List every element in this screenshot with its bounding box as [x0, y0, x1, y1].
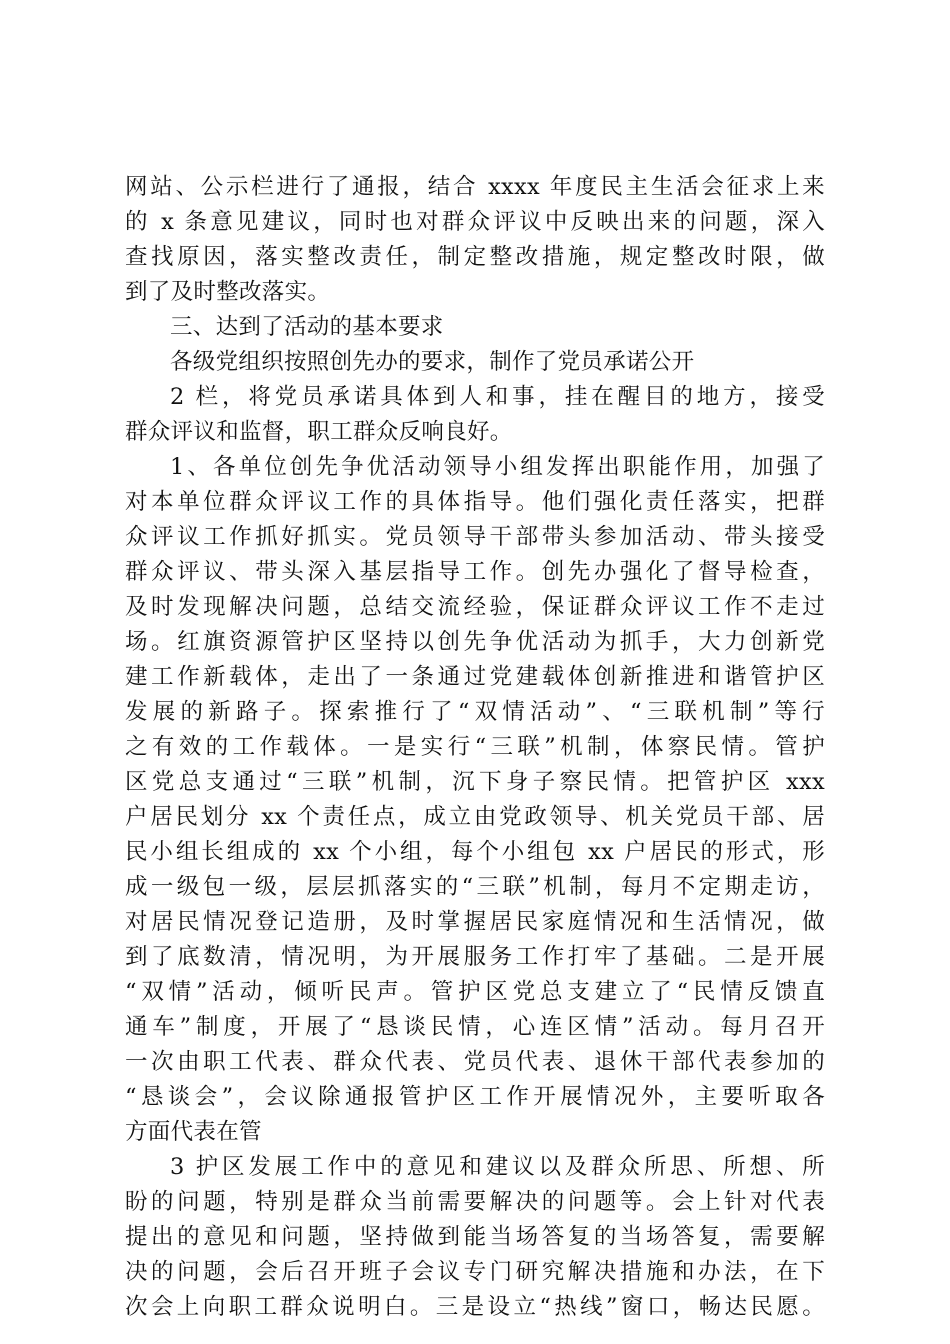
text-line: 之有效的工作载体。一是实行“三联”机制，体察民情。管护	[125, 734, 825, 760]
text-line: 通车”制度，开展了“恳谈民情，心连区情”活动。每月召开	[125, 1014, 825, 1040]
text-line: 网站、公示栏进行了通报，结合 xxxx 年度民主生活会征求上来	[125, 174, 825, 200]
text-line: 1、各单位创先争优活动领导小组发挥出职能作用，加强了	[170, 454, 825, 480]
text-line: 次会上向职工群众说明白。三是设立“热线”窗口，畅达民愿。	[125, 1294, 825, 1320]
text-line: 到了底数清，情况明，为开展服务工作打牢了基础。二是开展	[125, 944, 825, 970]
text-line: 对本单位群众评议工作的具体指导。他们强化责任落实，把群	[125, 489, 825, 515]
text-line: 区党总支通过“三联”机制，沉下身子察民情。把管护区 xxx	[125, 769, 825, 795]
text-line: 3 护区发展工作中的意见和建议以及群众所思、所想、所	[170, 1154, 825, 1180]
text-line: 盼的问题，特别是群众当前需要解决的问题等。会上针对代表	[125, 1189, 825, 1215]
text-line: 提出的意见和问题，坚持做到能当场答复的当场答复，需要解	[125, 1224, 825, 1250]
text-line: 对居民情况登记造册，及时掌握居民家庭情况和生活情况，做	[125, 909, 825, 935]
text-line: 决的问题，会后召开班子会议专门研究解决措施和办法，在下	[125, 1259, 825, 1285]
text-line: 场。红旗资源管护区坚持以创先争优活动为抓手，大力创新党	[125, 629, 825, 655]
text-line: “双情”活动，倾听民声。管护区党总支建立了“民情反馈直	[125, 979, 825, 1005]
text-line: 众评议工作抓好抓实。党员领导干部带头参加活动、带头接受	[125, 524, 825, 550]
text-line: 到了及时整改落实。	[125, 279, 331, 305]
text-line: 各级党组织按照创先办的要求，制作了党员承诺公开	[170, 349, 695, 375]
text-line: 成一级包一级，层层抓落实的“三联”机制，每月不定期走访，	[125, 874, 825, 900]
text-line: 方面代表在管	[125, 1119, 262, 1145]
text-line: “恳谈会”，会议除通报管护区工作开展情况外，主要听取各	[125, 1084, 825, 1110]
text-line: 发展的新路子。探索推行了“双情活动”、“三联机制”等行	[125, 699, 825, 725]
text-line: 一次由职工代表、群众代表、党员代表、退休干部代表参加的	[125, 1049, 825, 1075]
text-line: 的 x 条意见建议，同时也对群众评议中反映出来的问题，深入	[125, 209, 825, 235]
text-line: 群众评议和监督，职工群众反响良好。	[125, 419, 513, 445]
text-line: 2 栏，将党员承诺具体到人和事，挂在醒目的地方，接受	[170, 384, 825, 410]
text-line: 民小组长组成的 xx 个小组，每个小组包 xx 户居民的形式，形	[125, 839, 825, 865]
section-heading: 三、达到了活动的基本要求	[170, 314, 444, 340]
text-line: 及时发现解决问题，总结交流经验，保证群众评议工作不走过	[125, 594, 825, 620]
text-line: 查找原因，落实整改责任，制定整改措施，规定整改时限，做	[125, 244, 825, 270]
text-line: 群众评议、带头深入基层指导工作。创先办强化了督导检查，	[125, 559, 825, 585]
text-line: 户居民划分 xx 个责任点，成立由党政领导、机关党员干部、居	[125, 804, 825, 830]
text-line: 建工作新载体，走出了一条通过党建载体创新推进和谐管护区	[125, 664, 825, 690]
